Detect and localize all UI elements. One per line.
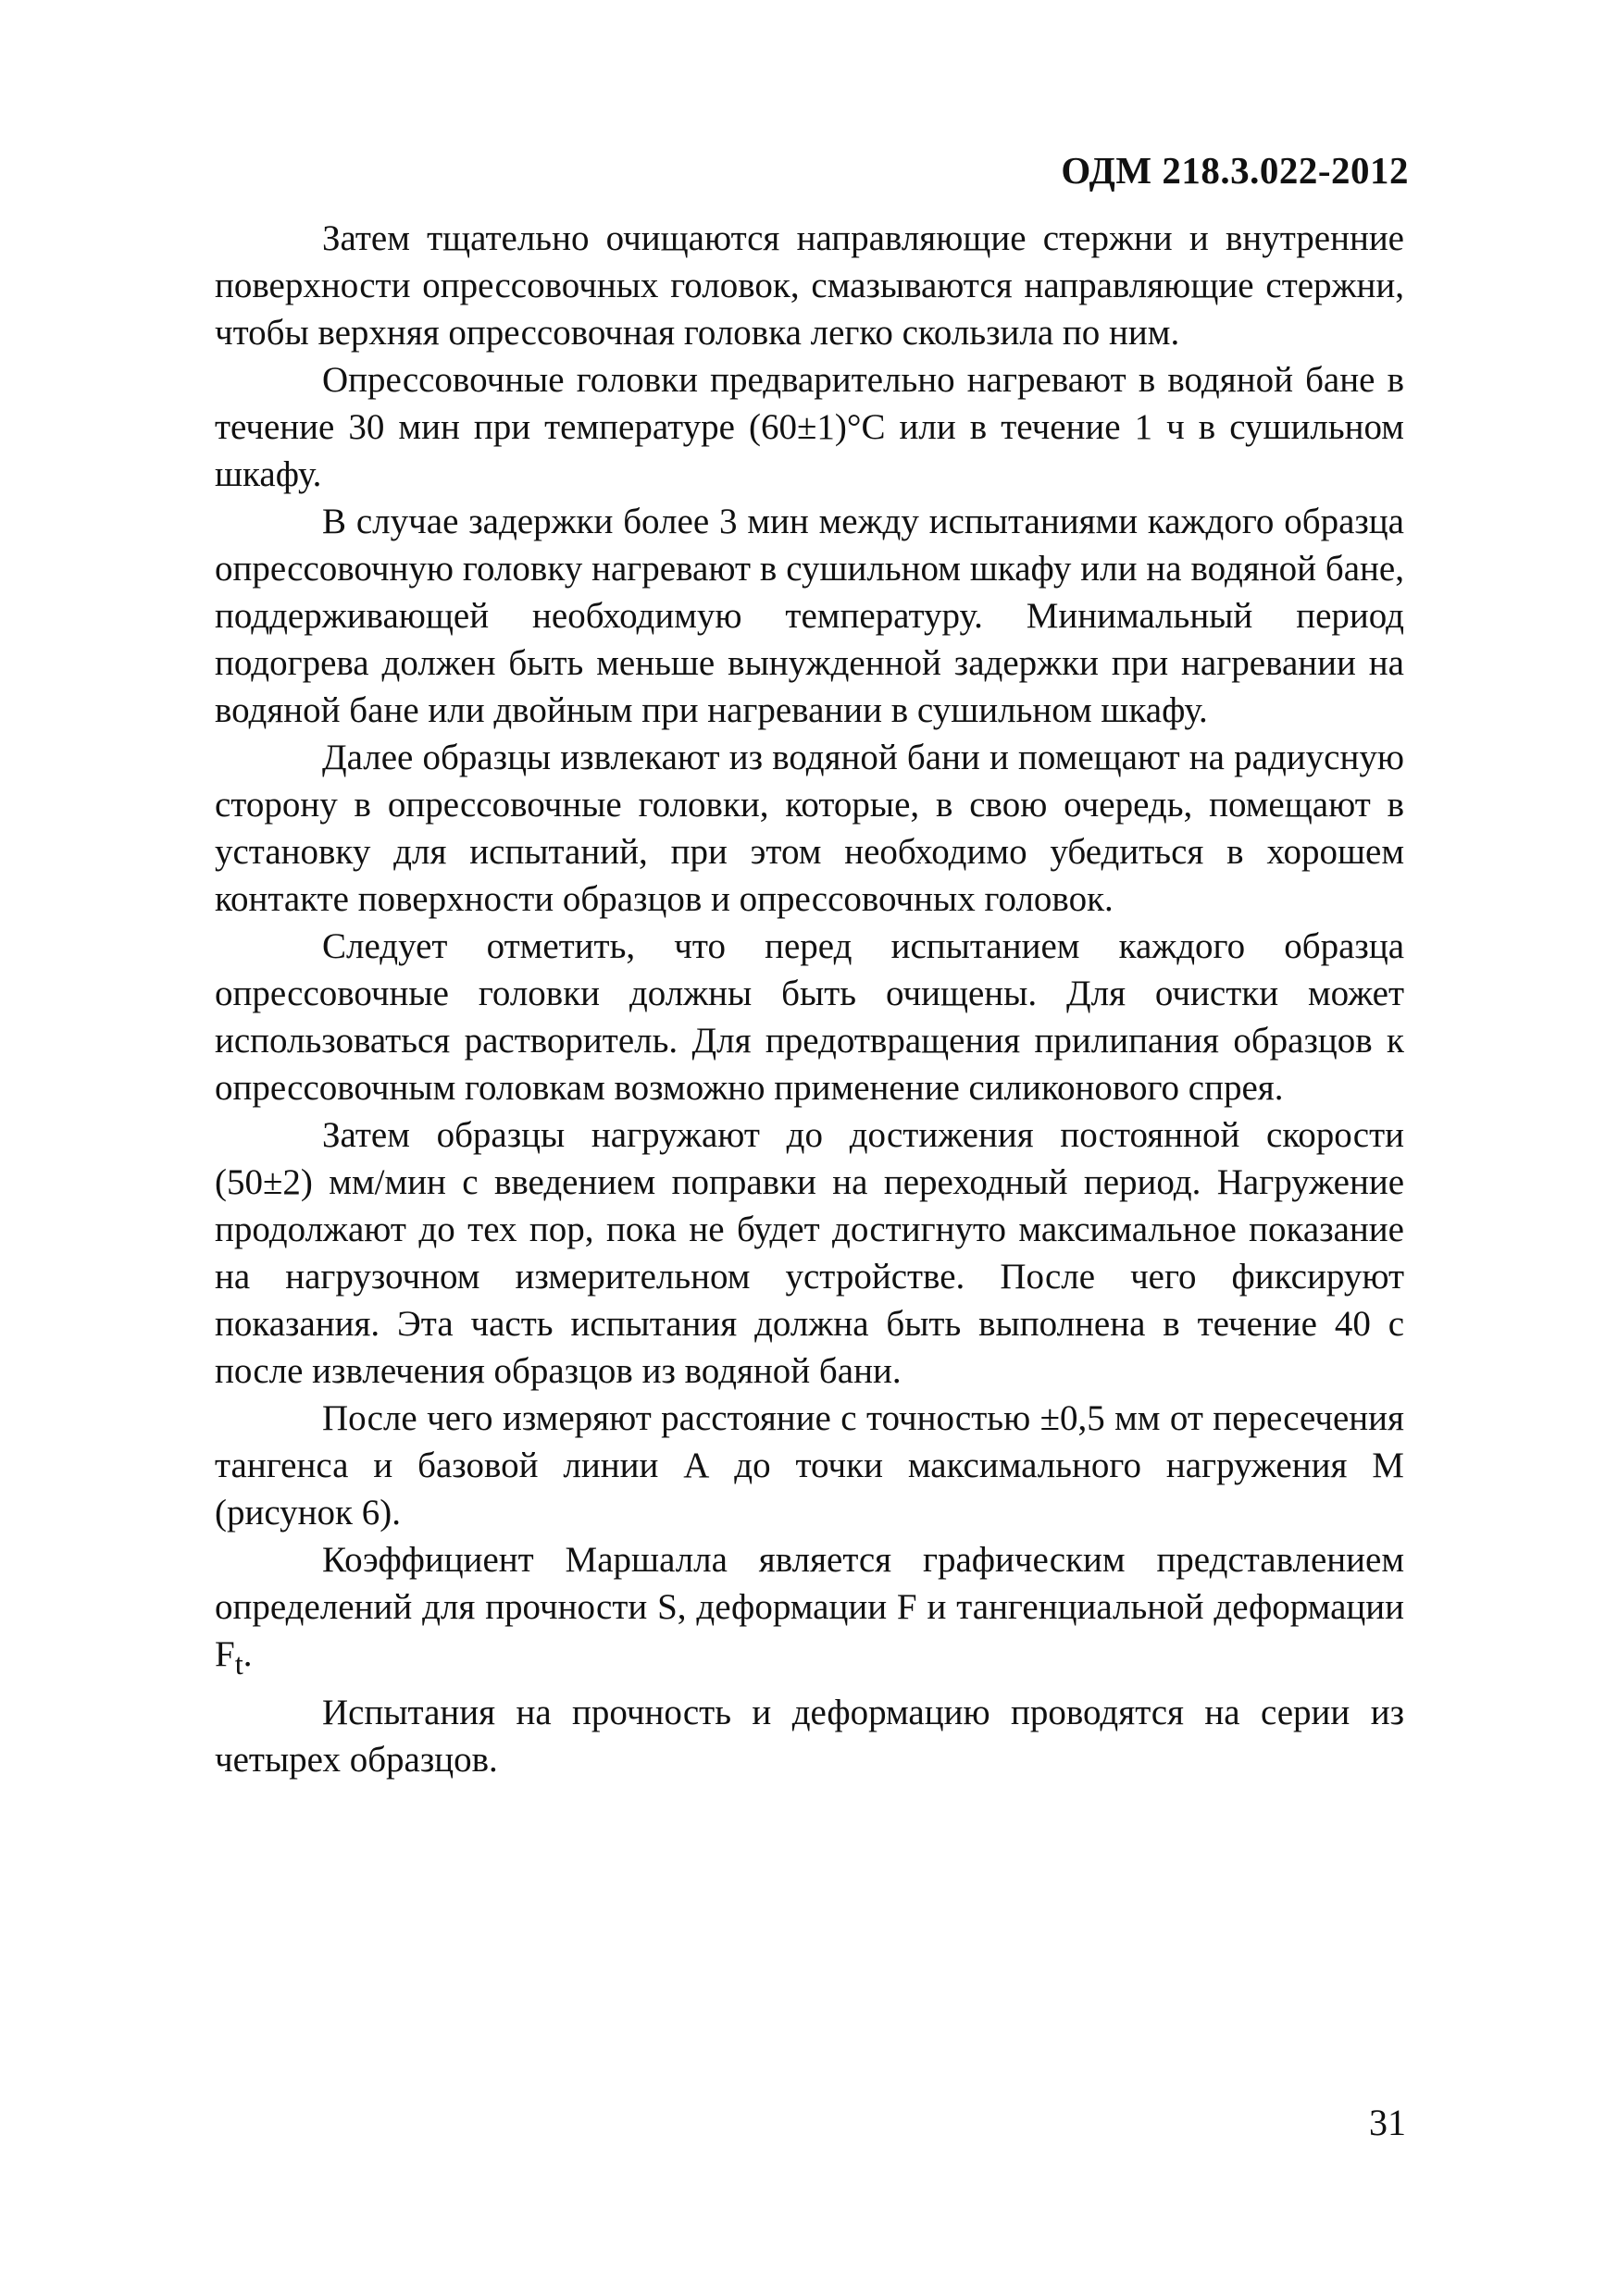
paragraph-measurement: После чего измеряют расстояние с точностью ±0,5 мм от пересечения тангенса и базовой линии А до точки максимального нагружения М (рисунок 6). [215,1398,1404,1533]
paragraph-marshall-coefficient [215,1536,1404,1689]
paragraph-solvent: Следует отметить, что перед испытанием каждого образца опрессовочные головки должны быть очищены. Для очистки может использоваться растворитель. Для предотвращения прилипания образцов к опрессовочным головкам возможно применение силиконового спрея. [215,926,1404,1108]
trailing-period: . [243,1634,253,1674]
subscript-t: t [234,1647,243,1682]
paragraph-delay: В случае задержки более 3 мин между испытаниями каждого образца опрессовочную головку нагревают в сушильном шкафу или на водяной бане, поддерживающей необходимую температуру. Минимальный период подогрева должен быть меньше вынужденной задержки при нагревании на водяной бане или двойным при нагревании в сушильном шкафу. [215,502,1404,730]
marshall-coefficient-text: Коэффициент Маршалла является графическим представлением определений для прочности S, деформации F и тангенциальной деформации F [215,1540,1404,1674]
page-number: 31 [1369,2102,1406,2143]
document-code: ОДМ 218.3.022-2012 [1061,149,1409,192]
document-body [215,215,1404,1783]
paragraph-cleaning: Затем тщательно очищаются направляющие стержни и внутренние поверхности опрессовочных головок, смазываются направляющие стержни, чтобы верхняя опрессовочная головка легко скользила по ним. [215,218,1404,353]
paragraph-placement: Далее образцы извлекают из водяной бани и помещают на радиусную сторону в опрессовочные головки, которые, в свою очередь, помещают в установку для испытаний, при этом необходимо убедиться в хорошем контакте поверхности образцов и опрессовочных головок. [215,738,1404,919]
paragraph-heating: Опрессовочные головки предварительно нагревают в водяной бане в течение 30 мин при температуре (60±1)°С или в течение 1 ч в сушильном шкафу. [215,360,1404,494]
paragraph-loading: Затем образцы нагружают до достижения постоянной скорости (50±2) мм/мин с введением поправки на переходный период. Нагружение продолжают до тех пор, пока не будет достигнуто максимальное показание на нагрузочном измерительном устройстве. После чего фиксируют показания. Эта часть испытания должна быть выполнена в течение 40 с после извлечения образцов из водяной бани. [215,1115,1404,1391]
paragraph-series: Испытания на прочность и деформацию проводятся на серии из четырех образцов. [215,1692,1404,1780]
